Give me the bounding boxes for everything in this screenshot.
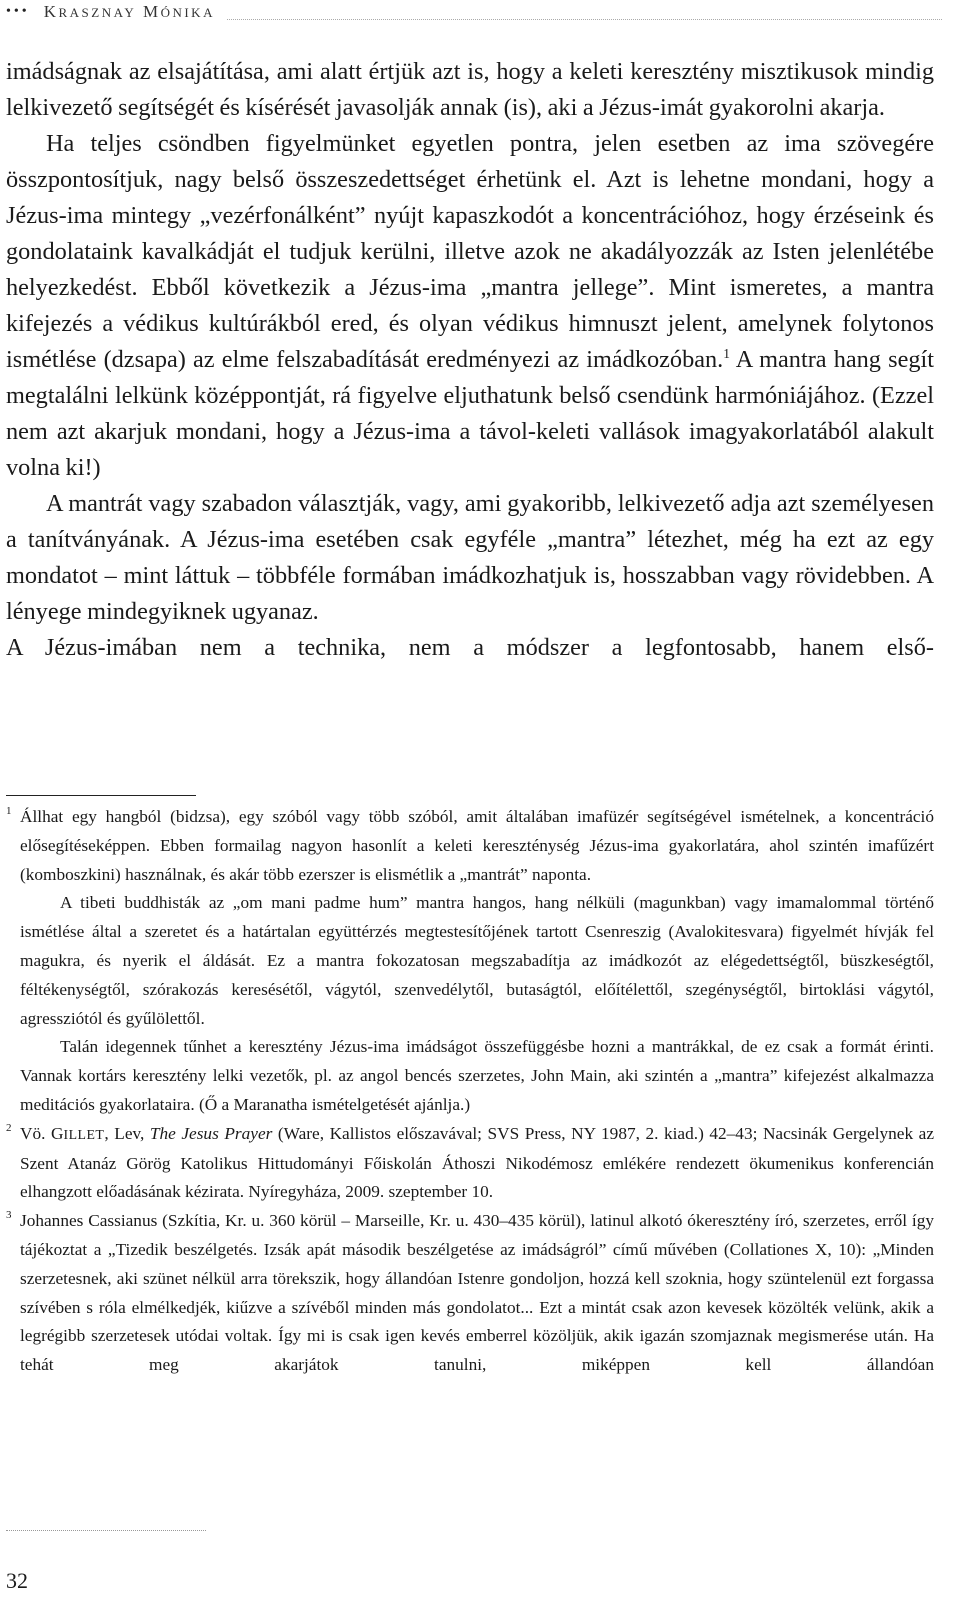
page-bottom-rule xyxy=(6,1530,206,1531)
paragraph-4: A Jézus-imában nem a technika, nem a módszer a legfontosabb, hanem első- xyxy=(6,634,934,661)
paragraph-2: Ha teljes csöndben figyelmünket egyetlen pontra, jelen esetben az ima szövegére összpontosítjuk, nagy belső összeszedettséget érhetünk el. Azt is lehetne mondani, hogy a Jézus-ima mintegy „vezérfonálként” nyújt kapaszkodót a koncentrációhoz, hogy érzéseink és gondolataink kavalkádját el tudjuk kerülni, illetve azok ne akadályozzák az Isten jelenlétébe helyezkedést. Ebből következik a Jézus-ima „mantra jellege”. Mint ismeretes, a mantra kifejezés a védikus kultúrákból ered, és olyan védikus himnuszt jelent, amelynek folytonos ismétlése (dzsapa) az elme felszabadítását eredményezi az imádkozóban.$^1$ A mantra hang segít megtalálni lelkünk középpontját, rá figyelve eljuthatunk belső csendünk harmóniájához. (Ezzel nem azt akarjuk mondani, hogy a Jézus-ima a távol-keleti vallások imagyakorlatából alakult volna ki!) xyxy=(6,130,935,481)
running-head xyxy=(6,0,942,24)
paragraph-3: A mantrát vagy szabadon választják, vagy, ami gyakoribb, lelkivezető adja azt személyesen a tanítványának. A Jézus-ima esetében csak egyféle „mantra” létezhet, még ha ezt az egy mondatot – mint láttuk – többféle formában imádkozhatjuk is, hosszabban vagy rövidebben. A lényege mindegyiknek ugyanaz. xyxy=(6,490,934,625)
header-rule xyxy=(227,19,942,20)
footnote-1-paragraph-2: A tibeti buddhisták az „om mani padme hum” mantra hangos, hang nélküli (magunkban) vagy imamalommal történő ismétlése által a szeretet és a határtalan együttérzés megtestesítőjének tartott Csenreszig (Avalokitesvara) figyelmét hívják fel magukra, és nyerik el áldását. Ez a mantra fokozatosan megszabadítja az imádkozót az elégedettségtől, büszkeségtől, féltékenységtől, szórakozás keresésétől, vágytól, szenvedélytől, butaságtól, előítélettől, szegénységtől, birtoklási vágytól, agressziótól és gyűlölettől. xyxy=(20,893,934,1028)
page-number: 32 xyxy=(6,1568,28,1593)
footnotes xyxy=(6,803,934,1380)
footnote-rule xyxy=(6,795,196,796)
footnote-2: 2 Vö. GILLET, Lev, The Jesus Prayer (Ware, Kallistos előszavával; SVS Press, NY 1987, 2. kiad.) 42–43; Nacsinák Gergelynek az Szent Atanáz Görög Katolikus Hittudományi Főiskolán Áthoszi Nikodémosz emlékére rendezett ökumenikus konferencián elhangzott előadásának kézirata. Nyíregyháza, 2009. szeptember 10. xyxy=(6,1120,934,1207)
author-name: KRASZNAY MÓNIKA xyxy=(43,2,215,21)
footnote-1-mark: 1 xyxy=(6,805,12,817)
footnote-2-mark: 2 xyxy=(6,1121,12,1134)
ornament-dots: ••• xyxy=(6,4,30,19)
footnote-3-mark: 3 xyxy=(6,1209,12,1222)
footnote-ref-1[interactable]: 1 xyxy=(723,345,730,361)
main-text xyxy=(6,54,934,666)
footnote-1-paragraph-3: Talán idegennek tűnhet a keresztény Jézus-ima imádságot összefüggésbe hozni a mantrákkal, de ez csak a formát érinti. Vannak kortárs keresztény lelki vezetők, pl. az angol bencés szerzetes, John Main, aki szintén a „mantra” kifejezést alkalmazza meditációs gyakorlataira. (Ő a Maranatha ismételgetését ajánlja.) xyxy=(20,1037,934,1114)
footnote-3: 3 Johannes Cassianus (Szkítia, Kr. u. 360 körül – Marseille, Kr. u. 430–435 körül), latinul alkotó ókeresztény író, szerzetes, erről így tájékoztat a „Tizedik beszélgetés. Izsák apát második beszélgetése az imádságról” című művében (Collationes X, 10): „Minden szerzetesnek, aki szünet nélkül arra törekszik, hogy állandóan Istenre gondoljon, hozzá kell szoknia, hogy szüntelenül ezt forgassa szívében s róla elmélkedjék, kiűzve a szívéből minden más gondolatot... Ezt a mintát csak azon kevesek közölték velünk, akik a legrégibb szerzetesek utódai voltak. Így mi is csak igen kevés emberrel közöljük, akik igazán szomjaznak megismerése után. Ha tehát meg akarjátok tanulni, miképpen kell állandóan xyxy=(6,1207,934,1380)
book-title: The Jesus Prayer xyxy=(149,1123,273,1143)
paragraph-1: imádságnak az elsajátítása, ami alatt értjük azt is, hogy a keleti keresztény misztikusok mindig lelkivezető segítségét és kísérését javasolják annak (is), aki a Jézus-imát gyakorolni akarja. xyxy=(6,58,934,121)
footnote-1: 1 Állhat egy hangból (bidzsa), egy szóból vagy több szóból, amit általában imafüzér segítségével ismételnek, a koncentráció elősegítéseképpen. Ebben formailag nagyon hasonlít a keleti kereszténység Jézus-ima gyakorlatára, ahol szintén imafűzért (komboszkini) használnak, és akár több ezerszer is elismétlik a „mantrát” naponta. xyxy=(6,803,934,889)
